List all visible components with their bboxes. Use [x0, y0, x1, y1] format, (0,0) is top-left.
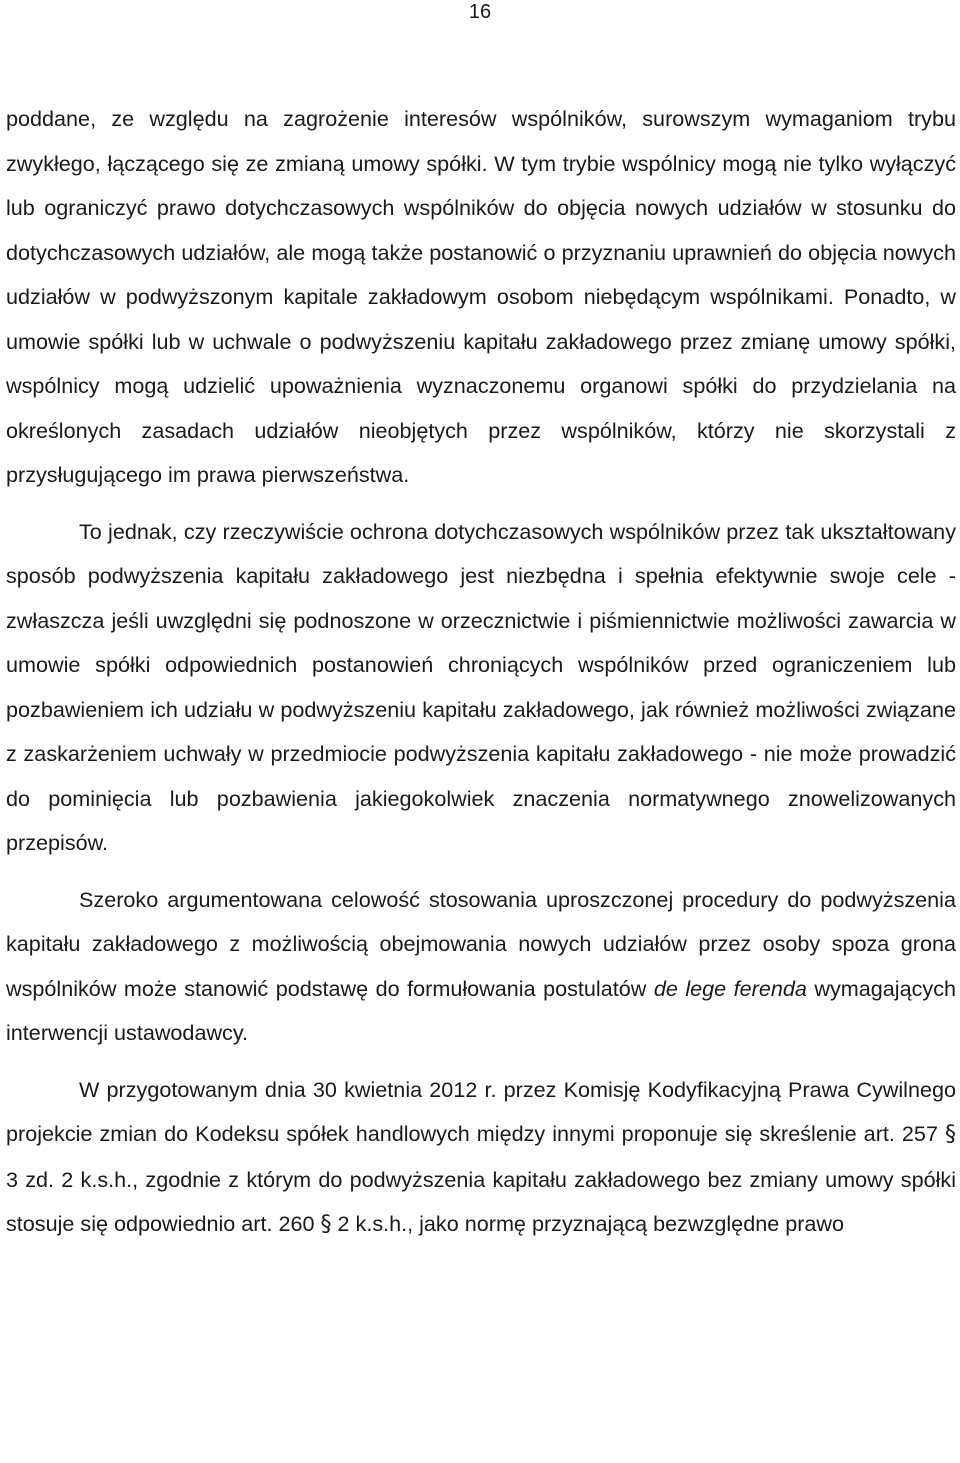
paragraph-2: To jednak, czy rzeczywiście ochrona dotychczasowych wspólników przez tak ukształtowany sposób podwyższenia kapitału zakładowego jest niezbędna i spełnia efektywnie swoje cele - zwłaszcza jeśli uwzględni się podnoszone w orzecznictwie i piśmiennictwie możliwości zawarcia w umowie spółki odpowiednich postanowień chroniących wspólników przed ograniczeniem lub pozbawieniem ich udziału w podwyższeniu kapitału zakładowego, jak również możliwości związane z zaskarżeniem uchwały w przedmiocie podwyższenia kapitału zakładowego - nie może prowadzić do pominięcia lub pozbawienia jakiegokolwiek znaczenia normatywnego znowelizowanych przepisów. — [6, 518, 956, 855]
paragraph-1: poddane, ze względu na zagrożenie interesów wspólników, surowszym wymaganiom trybu zwykłego, łączącego się ze zmianą umowy spółki. W tym trybie wspólnicy mogą nie tylko wyłączyć lub ograniczyć prawo dotychczasowych wspólników do objęcia nowych udziałów w stosunku do dotychczasowych udziałów, ale mogą także postanowić o przyznaniu uprawnień do objęcia nowych udziałów w podwyższonym kapitale zakładowym osobom niebędącym wspólnikami. Ponadto, w umowie spółki lub w uchwale o podwyższeniu kapitału zakładowego przez zmianę umowy spółki, wspólnicy mogą udzielić upoważnienia wyznaczonemu organowi spółki do przydzielania na określonych zasadach udziałów nieobjętych przez wspólników, którzy nie skorzystali z przysługującego im prawa pierwszeństwa. — [6, 106, 956, 487]
paragraph-4-text-part-2: 3 zd. 2 k.s.h., zgodnie z którym do podwyższenia kapitału zakładowego bez zmiany umowy spółki stosuje się odpowiednio art. 260 — [6, 1166, 956, 1236]
page-number: 16 — [468, 1, 492, 23]
paragraph-4-text-part-3: 2 k.s.h., jako normę przyznającą bezwzględne prawo — [331, 1211, 845, 1236]
section-sign: § — [320, 1212, 332, 1237]
document-body — [6, 97, 956, 1248]
paragraph-3 — [6, 878, 956, 1056]
paragraph-3-text-before: Szeroko argumentowana celowość stosowania uproszczonej procedury do podwyższenia kapitału zakładowego z możliwością obejmowania nowych udziałów przez osoby spoza grona wspólników może stanowić podstawę do formułowania postulatów — [6, 886, 956, 1001]
paragraph-3-latin-phrase: de lege ferenda — [653, 975, 807, 1001]
paragraph-4-text-part-1: W przygotowanym dnia 30 kwietnia 2012 r. przez Komisję Kodyfikacyjną Prawa Cywilnego projekcie zmian do Kodeksu spółek handlowych między innymi proponuje się skreślenie art. 257 — [6, 1076, 956, 1146]
paragraph-3-text-after: wymagających interwencji ustawodawcy. — [6, 975, 956, 1045]
section-sign: § — [945, 1122, 956, 1147]
paragraph-4 — [6, 1068, 956, 1248]
